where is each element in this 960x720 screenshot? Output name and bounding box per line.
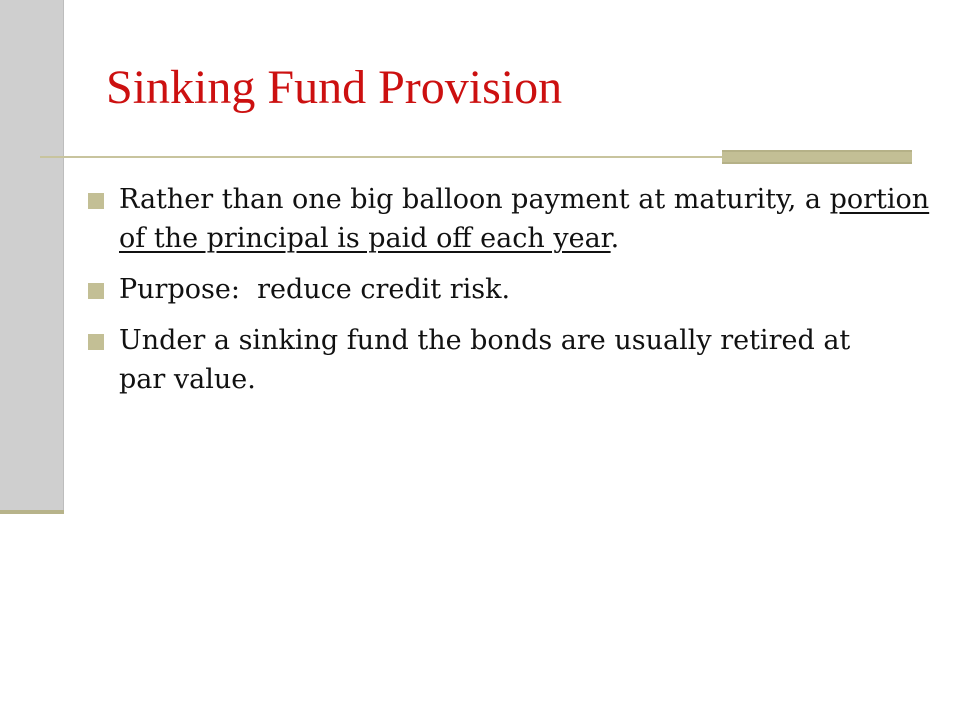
title-divider-line xyxy=(40,156,722,158)
title-divider-accent xyxy=(722,150,912,164)
bullet-text-part: Rather than one big balloon payment at maturity, a xyxy=(119,184,830,215)
bullet-item xyxy=(88,321,948,399)
bullet-text xyxy=(119,180,948,258)
bullet-item xyxy=(88,180,948,258)
left-sidebar-bar xyxy=(0,0,64,512)
bullet-item xyxy=(88,270,948,309)
bullet-text-part: . xyxy=(610,223,620,254)
square-bullet-icon xyxy=(88,334,104,350)
bullet-text: Purpose: reduce credit risk. xyxy=(119,274,511,305)
square-bullet-icon xyxy=(88,283,104,299)
square-bullet-icon xyxy=(88,193,104,209)
bullet-text: Under a sinking fund the bonds are usually retired at par value. xyxy=(119,325,851,395)
bullet-list xyxy=(88,180,948,411)
slide-title: Sinking Fund Provision xyxy=(106,61,563,114)
underlined-phrase: portion of the principal is paid off each year xyxy=(119,184,930,254)
left-sidebar-accent xyxy=(0,510,64,514)
